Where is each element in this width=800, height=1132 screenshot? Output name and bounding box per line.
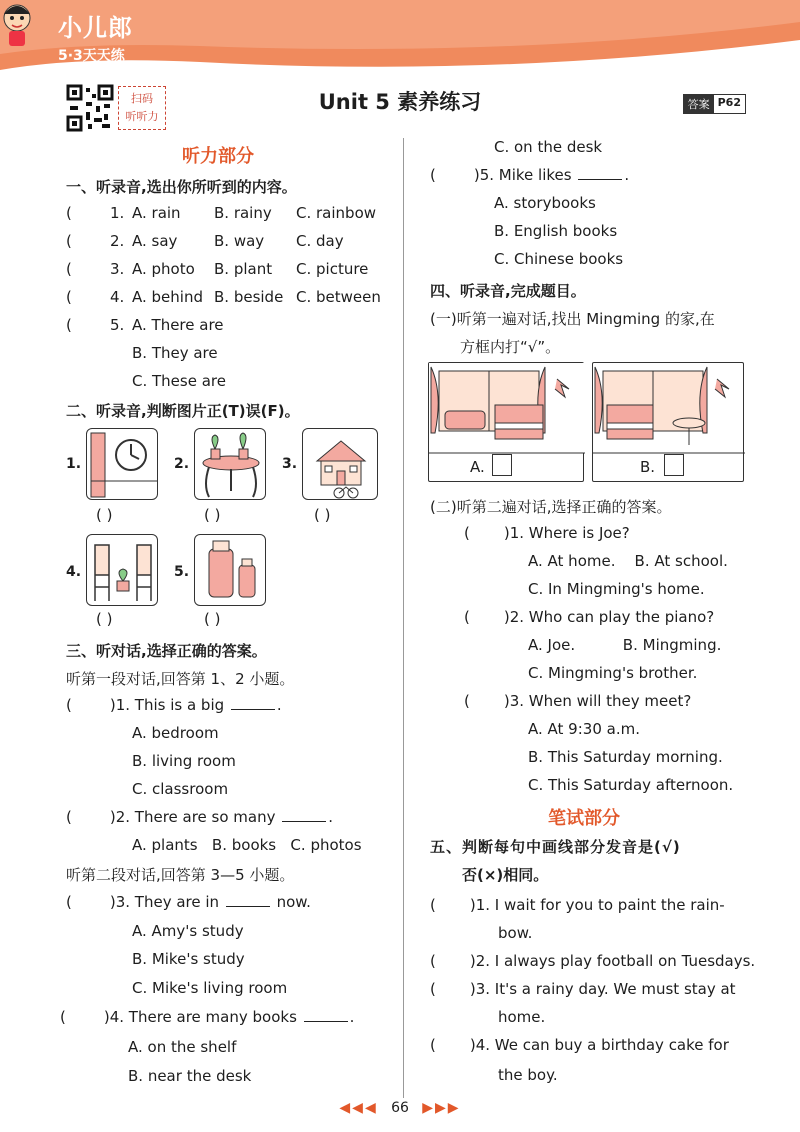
- q2-label-1: 1.: [66, 456, 82, 472]
- q1-heading: 一、听录音,选出你所听到的内容。: [66, 178, 297, 196]
- listening-section-title: 听力部分: [182, 146, 254, 167]
- q3-item-3-a: A. Amy's study: [132, 922, 244, 940]
- q5-item-2: ( )2. I always play football on Tuesdays.: [430, 952, 756, 970]
- q4-item-2-ab: A. Joe. B. Mingming.: [528, 636, 722, 654]
- q3-item-1: ( )1. This is a big .: [66, 696, 282, 714]
- box-a-label: A.: [470, 458, 485, 476]
- q3-item-5-b: B. English books: [494, 222, 618, 240]
- q1-item-2-b: B. way: [214, 232, 265, 250]
- q1-item-5-c: C. These are: [132, 372, 226, 390]
- q2-label-5: 5.: [174, 564, 190, 580]
- q3-item-4: ( )4. There are many books .: [60, 1008, 355, 1026]
- q4-item-1: ( )1. Where is Joe?: [464, 524, 630, 542]
- q1-item-2-num: 2.: [110, 232, 125, 250]
- q3-item-1-a: A. bedroom: [132, 724, 219, 742]
- q4-item-3-a: A. At 9:30 a.m.: [528, 720, 640, 738]
- q5-item-3-cont: home.: [498, 1008, 546, 1026]
- q5-item-4-cont: the boy.: [498, 1066, 558, 1084]
- q3-item-1-c: C. classroom: [132, 780, 229, 798]
- q1-item-3-b: B. plant: [214, 260, 273, 278]
- q3-intro-2: 听第二段对话,回答第 3—5 小题。: [66, 866, 295, 884]
- q2-paren-1: ( ): [96, 506, 113, 524]
- chairs-picture: [86, 534, 158, 606]
- q4-item-2-c: C. Mingming's brother.: [528, 664, 698, 682]
- clock-picture: [86, 428, 158, 500]
- q1-item-4-c: C. between: [296, 288, 381, 306]
- q1-item-4-a: A. behind: [132, 288, 203, 306]
- q1-item-4: (: [66, 288, 72, 306]
- q4-item-3: ( )3. When will they meet?: [464, 692, 692, 710]
- page-footer: [0, 1100, 800, 1116]
- q4-item-3-b: B. This Saturday morning.: [528, 748, 723, 766]
- q3-item-5-a: A. storybooks: [494, 194, 596, 212]
- q3-item-3: ( )3. They are in now.: [66, 893, 311, 911]
- q4-item-1-c: C. In Mingming's home.: [528, 580, 705, 598]
- q1-item-5-num: 5.: [110, 316, 125, 334]
- q1-item-2: (: [66, 232, 72, 250]
- q4-part1-line2: 方框内打“√”。: [460, 338, 561, 356]
- answer-page-badge: 答案 P62: [683, 94, 746, 114]
- q3-heading: 三、听对话,选择正确的答案。: [66, 642, 267, 660]
- q1-item-1-num: 1.: [110, 204, 125, 222]
- plants-table-picture: [194, 428, 266, 500]
- q1-item-2-a: A. say: [132, 232, 178, 250]
- q2-label-2: 2.: [174, 456, 190, 472]
- q1-item-5: (: [66, 316, 72, 334]
- q1-item-3-c: C. picture: [296, 260, 369, 278]
- q4-item-3-c: C. This Saturday afternoon.: [528, 776, 734, 794]
- q3-item-4-a: A. on the shelf: [128, 1038, 237, 1056]
- q4-part1-line1: (一)听第一遍对话,找出 Mingming 的家,在: [430, 310, 715, 328]
- box-a-checkbox[interactable]: [492, 454, 512, 476]
- house-bike-picture: [302, 428, 378, 500]
- page-title: Unit 5 素养练习: [318, 90, 482, 114]
- q2-paren-5: ( ): [204, 610, 221, 628]
- q2-paren-4: ( ): [96, 610, 113, 628]
- q5-item-4: ( )4. We can buy a birthday cake for: [430, 1036, 729, 1054]
- column-divider: [403, 138, 404, 1098]
- brand-logo: 小儿郎 5·3天天练: [58, 14, 133, 64]
- q1-item-1: (: [66, 204, 72, 222]
- q2-label-3: 3.: [282, 456, 298, 472]
- thermos-picture: [194, 534, 266, 606]
- q3-item-5: ( )5. Mike likes .: [430, 166, 630, 184]
- q1-item-4-num: 4.: [110, 288, 125, 306]
- q2-label-4: 4.: [66, 564, 82, 580]
- q1-item-3-a: A. photo: [132, 260, 195, 278]
- q3-item-4-b: B. near the desk: [128, 1067, 252, 1085]
- q3-item-2-options: A. plants B. books C. photos: [132, 836, 362, 854]
- q3-intro-1: 听第一段对话,回答第 1、2 小题。: [66, 670, 295, 688]
- writing-section-title: 笔试部分: [548, 808, 620, 829]
- header-band: [0, 0, 800, 78]
- mascot-icon: [0, 0, 34, 48]
- q5-item-1: ( )1. I wait for you to paint the rain-: [430, 896, 725, 914]
- q3-item-4-c: C. on the desk: [494, 138, 603, 156]
- q4-part2-heading: (二)听第二遍对话,选择正确的答案。: [430, 498, 672, 516]
- q3-item-1-b: B. living room: [132, 752, 236, 770]
- page-number: 66: [391, 1100, 409, 1116]
- q2-paren-3: ( ): [314, 506, 331, 524]
- q2-paren-2: ( ): [204, 506, 221, 524]
- scan-to-listen-label: 扫码 听听力: [118, 86, 166, 130]
- arrow-left-icon: ◀◀◀: [339, 1100, 378, 1116]
- q2-heading: 二、听录音,判断图片正(T)误(F)。: [66, 402, 300, 420]
- q1-item-4-b: B. beside: [214, 288, 284, 306]
- q4-item-1-ab: A. At home. B. At school.: [528, 552, 728, 570]
- q5-item-3: ( )3. It's a rainy day. We must stay at: [430, 980, 736, 998]
- q5-heading-2: 否(×)相同。: [462, 866, 549, 884]
- q1-item-5-b: B. They are: [132, 344, 218, 362]
- q3-item-3-c: C. Mike's living room: [132, 979, 288, 997]
- box-b-checkbox[interactable]: [664, 454, 684, 476]
- q1-item-3: (: [66, 260, 72, 278]
- arrow-right-icon: ▶▶▶: [422, 1100, 461, 1116]
- q1-item-2-c: C. day: [296, 232, 344, 250]
- q1-item-5-a: A. There are: [132, 316, 224, 334]
- q1-item-1-c: C. rainbow: [296, 204, 377, 222]
- q4-item-2: ( )2. Who can play the piano?: [464, 608, 715, 626]
- q3-item-3-b: B. Mike's study: [132, 950, 245, 968]
- q5-heading-1: 五、判断每句中画线部分发音是(√): [430, 838, 681, 856]
- q4-heading: 四、听录音,完成题目。: [430, 282, 586, 300]
- q1-item-3-num: 3.: [110, 260, 125, 278]
- q1-item-1-b: B. rainy: [214, 204, 272, 222]
- q1-item-1-a: A. rain: [132, 204, 181, 222]
- q3-item-5-c: C. Chinese books: [494, 250, 624, 268]
- box-b-label: B.: [640, 458, 656, 476]
- q5-item-1-cont: bow.: [498, 924, 533, 942]
- q3-item-2: ( )2. There are so many .: [66, 808, 334, 826]
